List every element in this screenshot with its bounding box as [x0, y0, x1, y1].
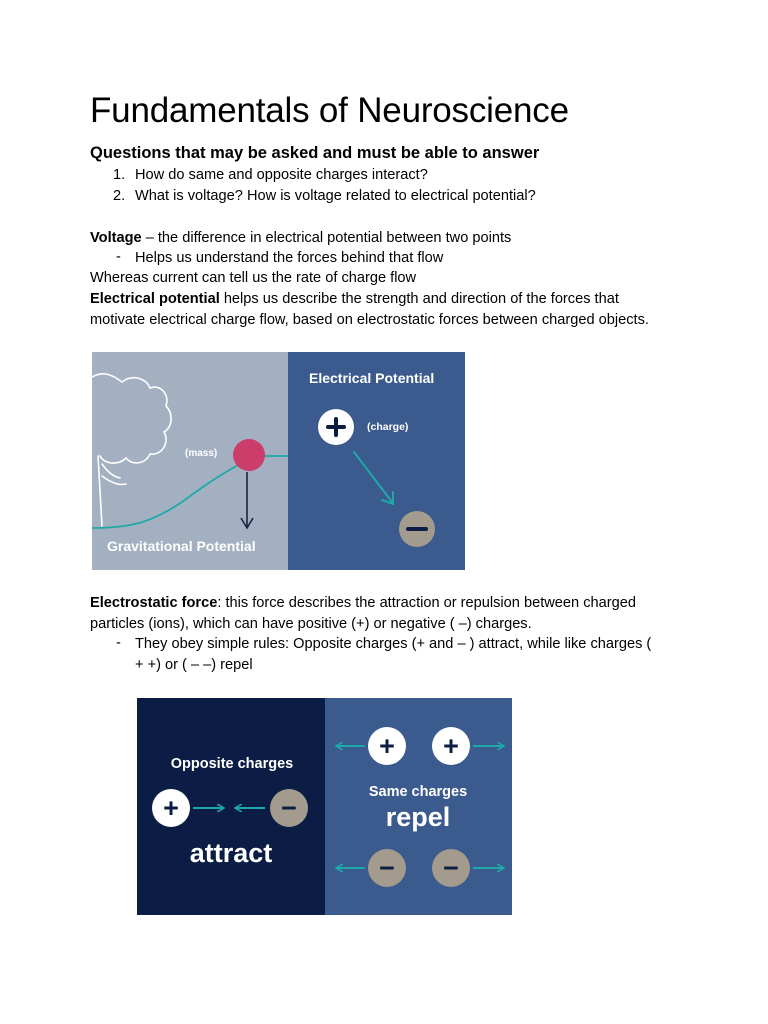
- potential-term: Electrical potential: [90, 291, 220, 307]
- voltage-definition: Voltage – the difference in electrical potential between two points: [90, 230, 512, 246]
- voltage-term: Voltage: [90, 230, 142, 246]
- plus-sign: +: [443, 731, 459, 761]
- plus-sign: +: [163, 793, 179, 823]
- bullet-dash: -: [116, 249, 121, 265]
- bullet-dash: -: [116, 635, 121, 651]
- list-number: 1.: [113, 167, 126, 183]
- minus-sign: −: [443, 853, 459, 883]
- electrostatic-bullet-2: + +) or ( – –) repel: [135, 657, 253, 673]
- repel-word: repel: [385, 802, 451, 832]
- attract-word: attract: [189, 838, 273, 868]
- list-item: How do same and opposite charges interact?: [135, 167, 428, 183]
- electric-title: Electrical Potential: [309, 370, 435, 386]
- potential-line-1: Electrical potential helps us describe the strength and direction of the forces that: [90, 291, 619, 307]
- opposite-title: Opposite charges: [170, 756, 294, 772]
- electrostatic-line-2: particles (ions), which can have positive (+) or negative ( –) charges.: [90, 616, 532, 632]
- page-title: Fundamentals of Neuroscience: [90, 91, 569, 130]
- mass-label: (mass): [185, 448, 218, 459]
- electrostatic-term: Electrostatic force: [90, 595, 218, 611]
- section-subtitle: Questions that may be asked and must be able to answer: [90, 144, 540, 162]
- potential-line-2: motivate electrical charge flow, based on electrostatic forces between charged objects.: [90, 312, 649, 328]
- charges-figure: [137, 698, 512, 915]
- list-item: What is voltage? How is voltage related to electrical potential?: [135, 188, 536, 204]
- list-number: 2.: [113, 188, 126, 204]
- current-line: Whereas current can tell us the rate of charge flow: [90, 270, 417, 286]
- charge-label: (charge): [367, 421, 409, 433]
- gravity-label: Gravitational Potential: [107, 538, 256, 554]
- mass-ball: [233, 439, 265, 471]
- same-title: Same charges: [368, 784, 468, 800]
- voltage-bullet: Helps us understand the forces behind that flow: [135, 250, 444, 266]
- potential-figure: [92, 352, 465, 570]
- electrostatic-line-1: Electrostatic force: this force describes the attraction or repulsion between charged: [90, 595, 636, 611]
- electrostatic-bullet-1: They obey simple rules: Opposite charges (+ and – ) attract, while like charges (: [135, 636, 652, 652]
- minus-sign: −: [281, 793, 297, 823]
- plus-sign: +: [379, 731, 395, 761]
- minus-sign: −: [379, 853, 395, 883]
